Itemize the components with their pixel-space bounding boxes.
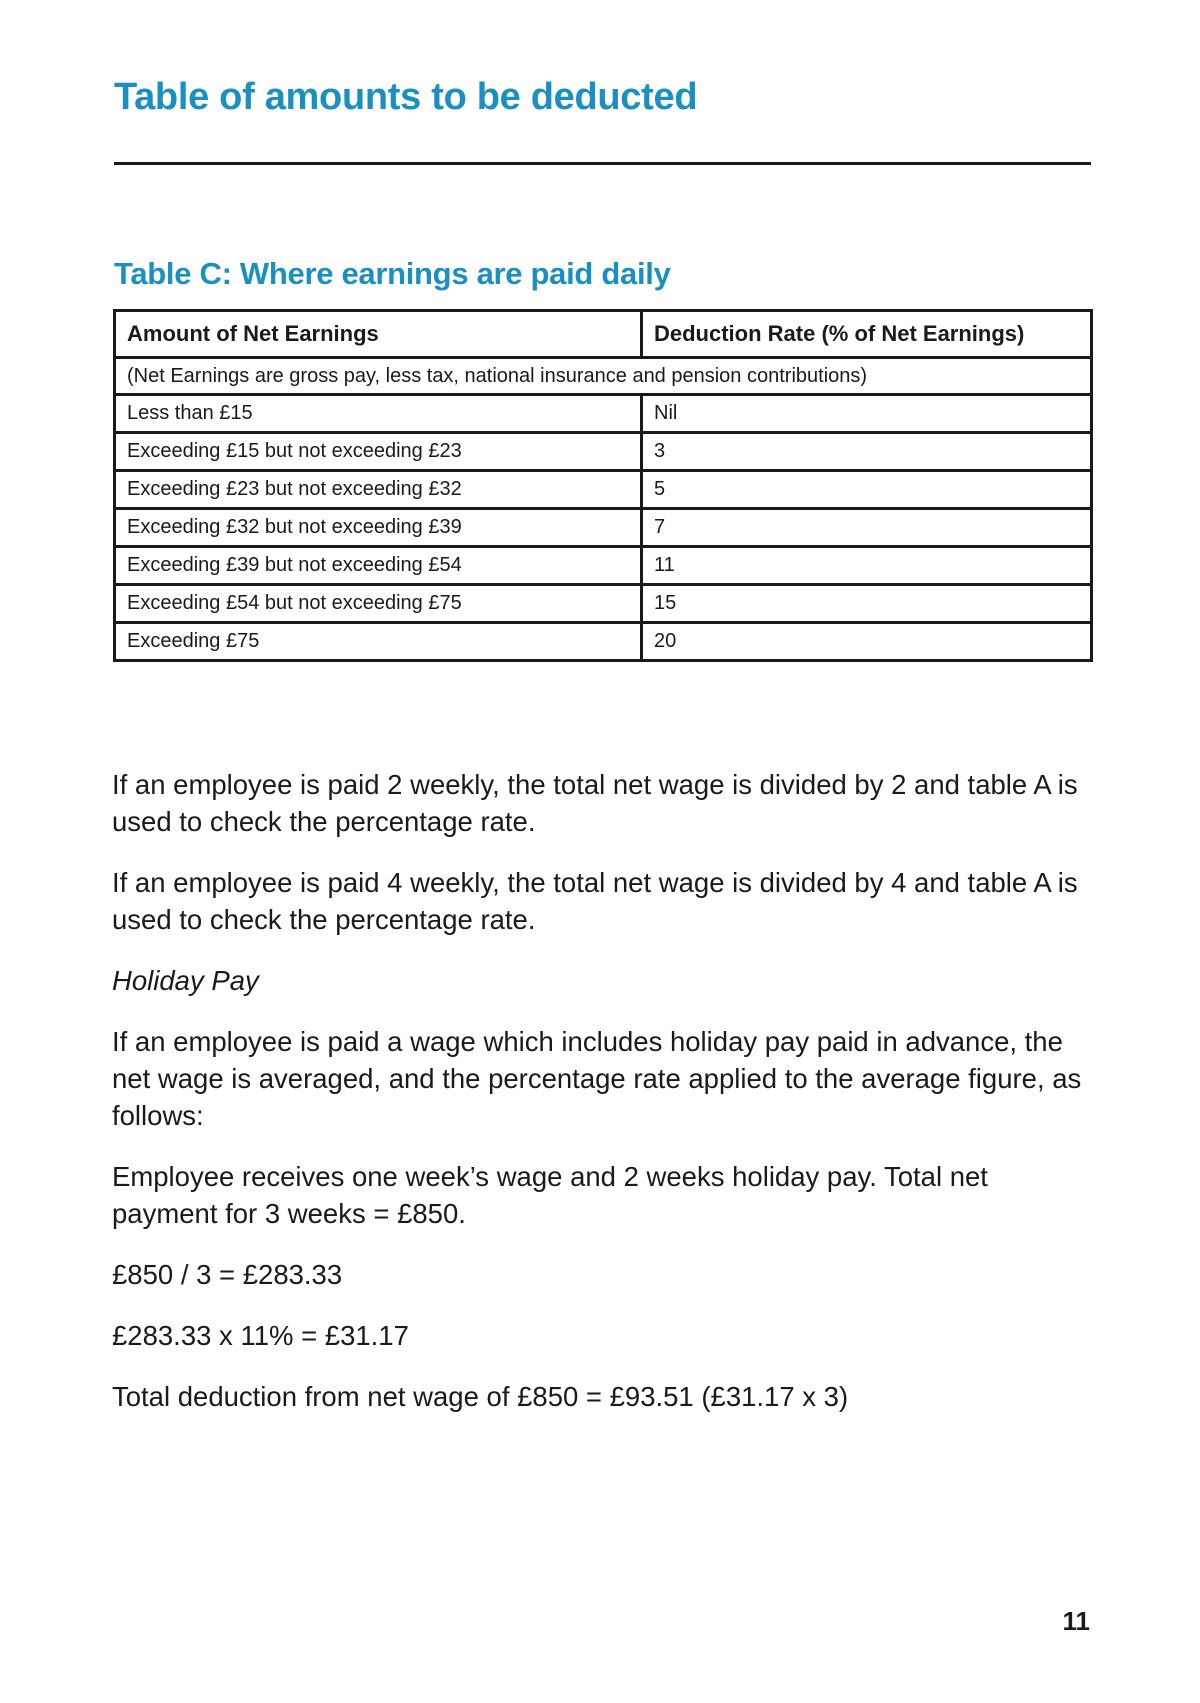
amount-cell: Exceeding £32 but not exceeding £39	[115, 509, 642, 547]
holiday-pay-heading: Holiday Pay	[112, 965, 259, 996]
body-text	[112, 766, 1097, 1439]
paragraph-4-weekly: If an employee is paid 4 weekly, the total net wage is divided by 4 and table A is used to check the percentage rate.	[112, 867, 1078, 935]
rate-cell: 15	[642, 585, 1092, 623]
table-note: (Net Earnings are gross pay, less tax, national insurance and pension contributions)	[115, 358, 1092, 395]
table-c-heading: Table C: Where earnings are paid daily	[114, 256, 671, 291]
calculation-total: Total deduction from net wage of £850 = £93.51 (£31.17 x 3)	[112, 1381, 849, 1412]
table-row	[115, 395, 1092, 433]
table-row	[115, 547, 1092, 585]
holiday-pay-paragraph: If an employee is paid a wage which includes holiday pay paid in advance, the net wage is averaged, and the percentage rate applied to the average figure, as follows:	[112, 1026, 1082, 1131]
deduction-table	[113, 309, 1093, 662]
column-header-rate: Deduction Rate (% of Net Earnings)	[642, 311, 1092, 358]
rate-cell: 5	[642, 471, 1092, 509]
table-note-row	[115, 358, 1092, 395]
calculation-rate: £283.33 x 11% = £31.17	[112, 1320, 409, 1351]
table-row	[115, 509, 1092, 547]
rate-cell: 7	[642, 509, 1092, 547]
table-row	[115, 471, 1092, 509]
paragraph-2-weekly: If an employee is paid 2 weekly, the total net wage is divided by 2 and table A is used to check the percentage rate.	[112, 769, 1078, 837]
amount-cell: Exceeding £75	[115, 623, 642, 661]
rate-cell: Nil	[642, 395, 1092, 433]
amount-cell: Exceeding £39 but not exceeding £54	[115, 547, 642, 585]
amount-cell: Exceeding £15 but not exceeding £23	[115, 433, 642, 471]
amount-cell: Less than £15	[115, 395, 642, 433]
page-title: Table of amounts to be deducted	[114, 76, 698, 118]
table-row	[115, 585, 1092, 623]
table-header-row	[115, 311, 1092, 358]
rate-cell: 3	[642, 433, 1092, 471]
table-row	[115, 623, 1092, 661]
column-header-amount: Amount of Net Earnings	[115, 311, 642, 358]
amount-cell: Exceeding £54 but not exceeding £75	[115, 585, 642, 623]
rate-cell: 20	[642, 623, 1092, 661]
calculation-average: £850 / 3 = £283.33	[112, 1259, 343, 1290]
example-paragraph: Employee receives one week’s wage and 2 weeks holiday pay. Total net payment for 3 weeks = £850.	[112, 1161, 988, 1229]
title-divider	[114, 162, 1091, 165]
table-row	[115, 433, 1092, 471]
page-number: 11	[1062, 1606, 1090, 1636]
rate-cell: 11	[642, 547, 1092, 585]
amount-cell: Exceeding £23 but not exceeding £32	[115, 471, 642, 509]
